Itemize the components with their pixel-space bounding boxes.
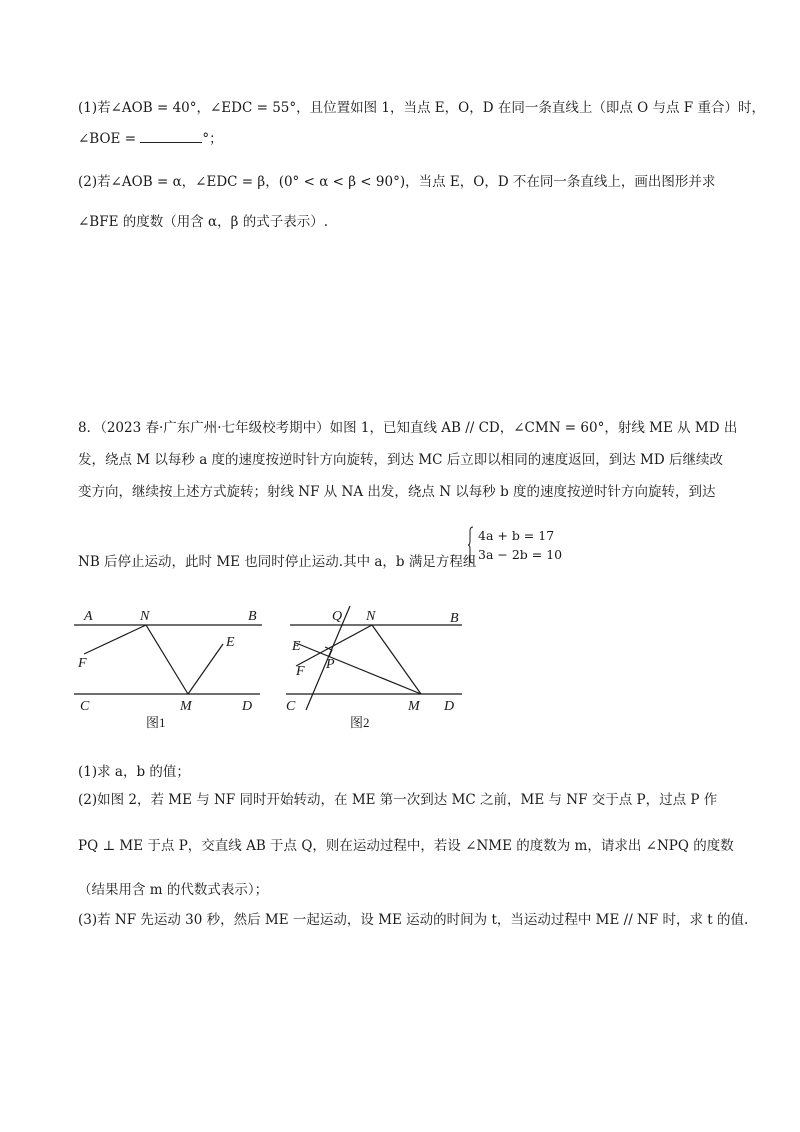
label-p: P xyxy=(326,657,335,672)
problem8-line1: 8．（2023 春·广东广州·七年级校考期中）如图 1，已知直线 AB // CD，∠CMN = 60°，射线 ME 从 MD 出 xyxy=(78,420,738,436)
part1-q1-degree: °； xyxy=(202,131,223,147)
label-m: M xyxy=(180,699,192,714)
problem8-line3: 变方向，继续按上述方式旋转；射线 NF 从 NA 出发，绕点 N 以每秒 b 度的速度按逆时针方向旋转，到达 xyxy=(78,484,716,500)
figure-1 xyxy=(70,600,270,739)
problem8-line4: NB 后停止运动，此时 ME 也同时停止运动.其中 a，b 满足方程组 xyxy=(78,554,477,570)
label-d: D xyxy=(242,699,253,714)
equation-2: 3a − 2b = 10 xyxy=(478,547,563,562)
caption-fig2: 图2 xyxy=(350,715,370,730)
label-n: N xyxy=(366,609,376,624)
part1-q2-line2: ∠BFE 的度数（用含 α，β 的式子表示）. xyxy=(78,214,329,230)
segment-nm xyxy=(146,625,188,694)
part1-q2-line1: (2)若∠AOB = α，∠EDC = β，(0° < α < β < 90°)，当点 E，O，D 不在同一条直线上，画出图形并求 xyxy=(78,174,716,190)
answer-blank xyxy=(140,128,202,143)
question-1: (1)求 a，b 的值； xyxy=(78,764,190,780)
label-c: C xyxy=(286,699,296,714)
label-e: E xyxy=(226,635,235,650)
part1-q1-line2 xyxy=(78,128,223,149)
label-n: N xyxy=(140,609,150,624)
question-2-line1: (2)如图 2，若 ME 与 NF 同时开始转动，在 ME 第一次到达 MC 之前，ME 与 NF 交于点 P，过点 P 作 xyxy=(78,792,718,808)
label-q: Q xyxy=(332,609,343,624)
equation-system xyxy=(470,526,562,564)
label-e: E xyxy=(292,639,301,654)
label-a: A xyxy=(84,609,93,624)
ray-me xyxy=(188,644,223,694)
part1-q1-angle: ∠BOE = xyxy=(78,131,141,147)
figure-2 xyxy=(280,600,470,739)
label-c: C xyxy=(80,699,90,714)
label-b: B xyxy=(450,611,459,626)
label-f: F xyxy=(78,656,87,671)
label-b: B xyxy=(248,609,257,624)
label-f: F xyxy=(296,664,305,679)
part1-q1-line1: (1)若∠AOB = 40°，∠EDC = 55°，且位置如图 1，当点 E，O，D 在同一条直线上（即点 O 与点 F 重合）时， xyxy=(78,100,765,116)
label-d: D xyxy=(444,699,455,714)
problem8-line2: 发，绕点 M 以每秒 a 度的速度按逆时针方向旋转，到达 MC 后立即以相同的速度返回，到达 MD 后继续改 xyxy=(78,452,723,468)
ray-nf xyxy=(84,625,146,654)
question-2-line2: PQ ⊥ ME 于点 P，交直线 AB 于点 Q，则在运动过程中，若设 ∠NME 的度数为 m，请求出 ∠NPQ 的度数 xyxy=(78,838,734,854)
question-3: (3)若 NF 先运动 30 秒，然后 ME 一起运动，设 ME 运动的时间为 t，当运动过程中 ME // NF 时，求 t 的值. xyxy=(78,912,749,928)
question-2-line3: （结果用含 m 的代数式表示）； xyxy=(78,882,269,898)
caption-fig1: 图1 xyxy=(146,715,166,730)
label-m: M xyxy=(408,699,420,714)
equation-1: 4a + b = 17 xyxy=(478,528,555,543)
